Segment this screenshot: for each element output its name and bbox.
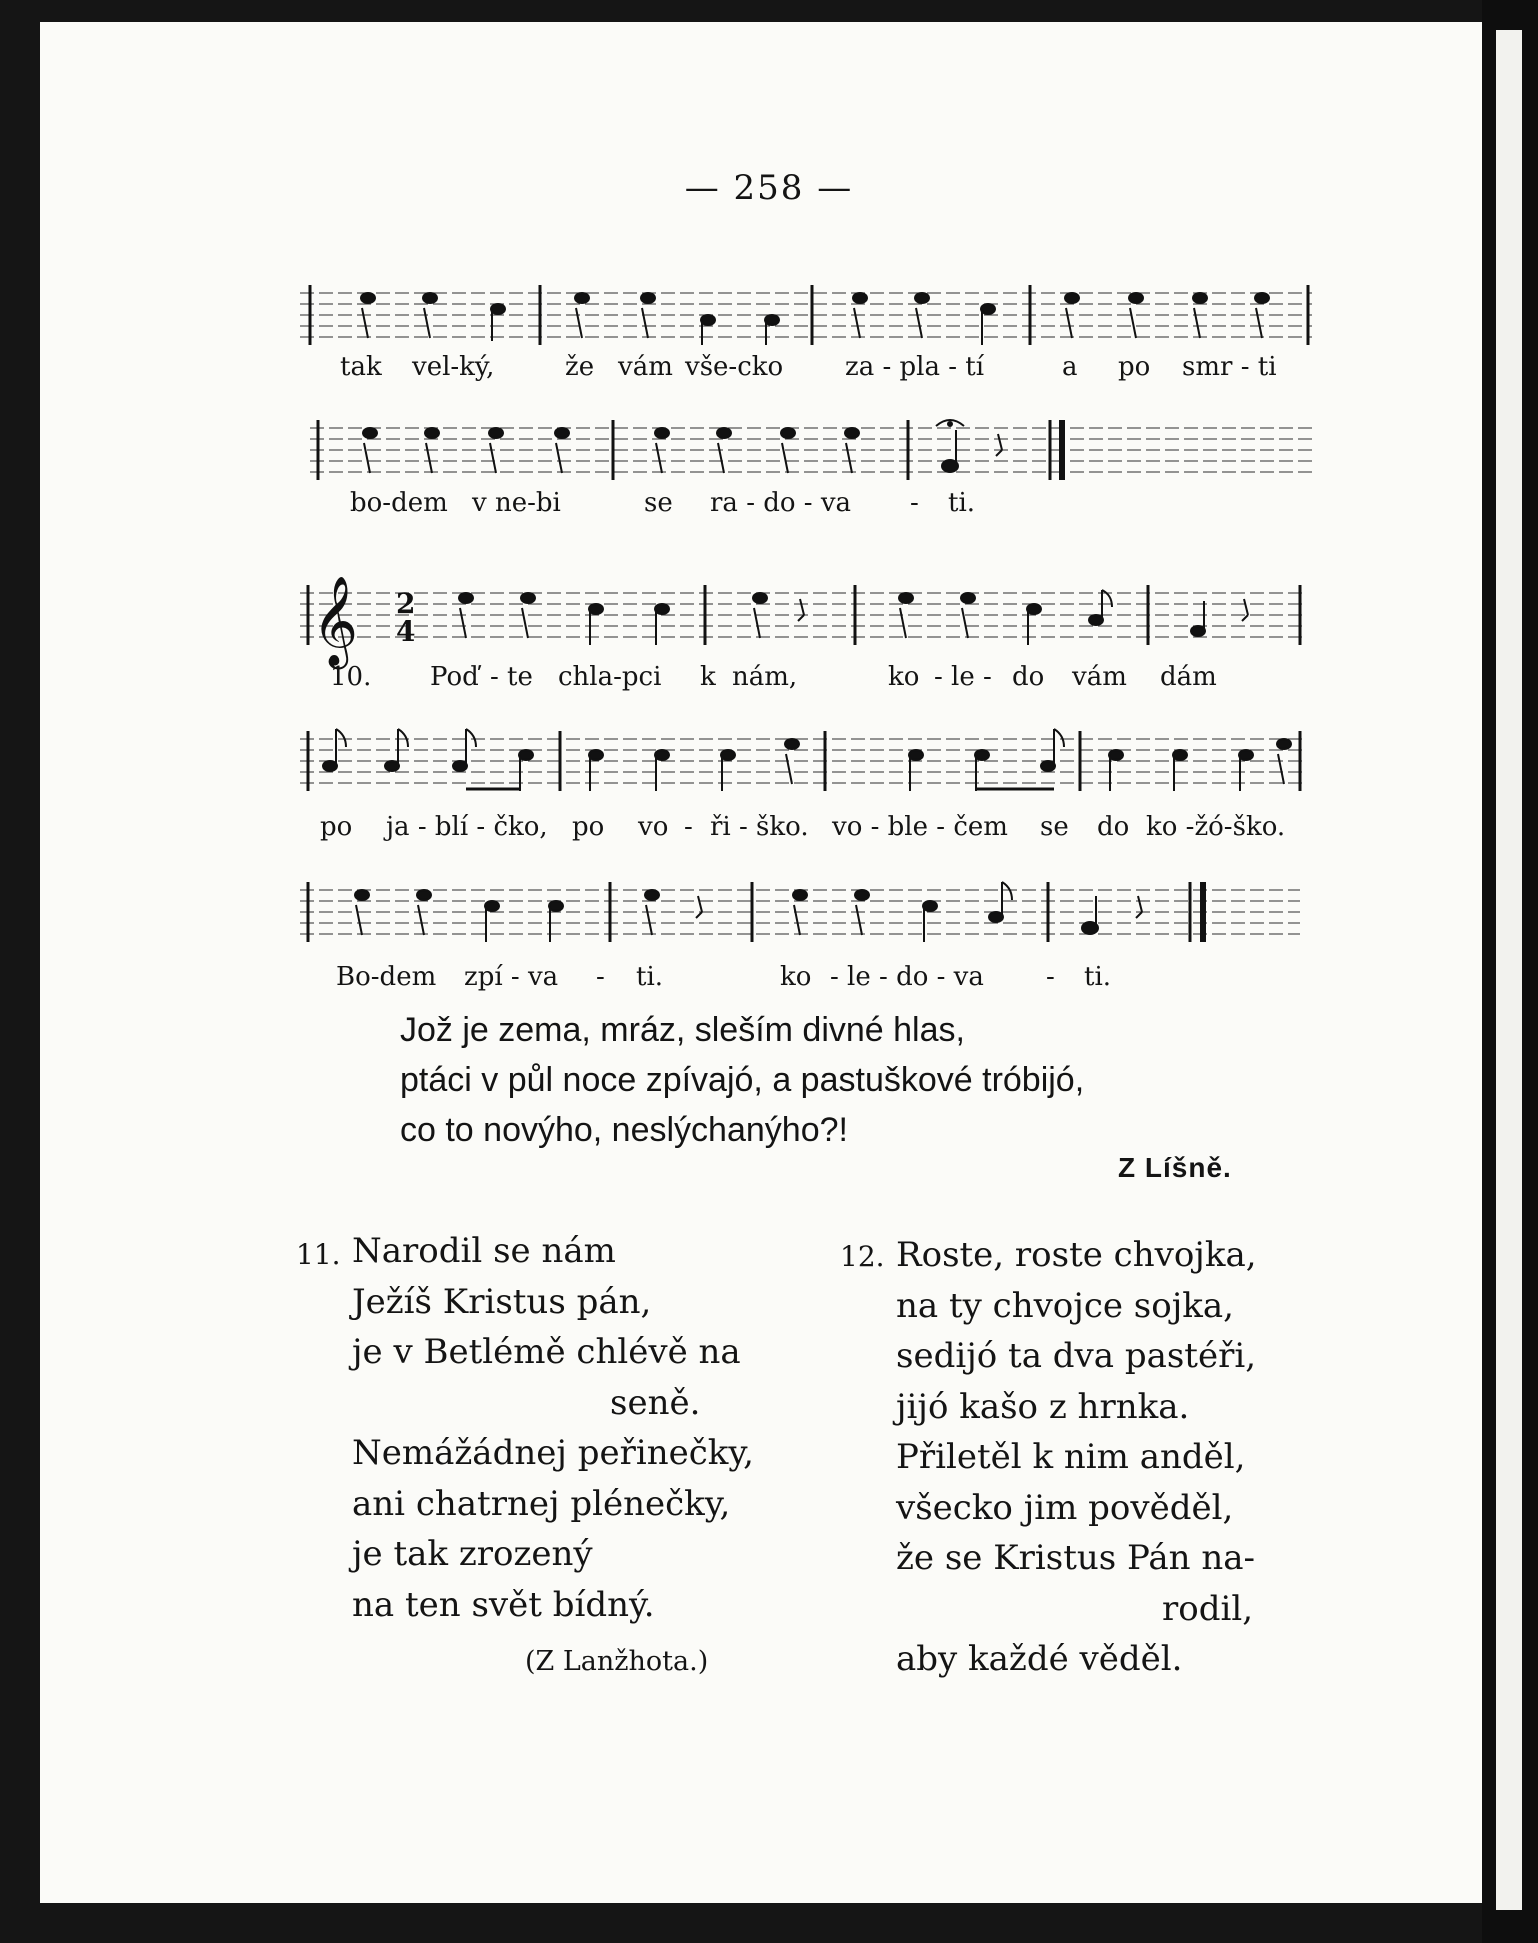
lyric: ti. — [1084, 962, 1112, 992]
lyric: - le - do - va — [830, 962, 984, 992]
lyrics-row-2 — [0, 488, 1538, 522]
lyric: - te — [490, 662, 533, 692]
poem-line: Nemážádnej peřinečky, — [352, 1433, 754, 1473]
poem-line: Přiletěl k nim anděl, — [896, 1437, 1246, 1477]
lyric: že — [565, 352, 595, 382]
verse-10-source: Z Líšně. — [1118, 1152, 1232, 1183]
music-staff-row-3 — [300, 565, 1310, 666]
time-signature-bottom: 4 — [396, 615, 416, 648]
lyric: po — [320, 812, 353, 842]
poem-line: na ty chvojce sojka, — [896, 1285, 1234, 1326]
lyric: v ne-bi — [472, 488, 561, 518]
lyric: dám — [1160, 662, 1217, 692]
lyric: Bo-dem — [336, 962, 437, 992]
lyrics-row-1 — [0, 352, 1538, 386]
poem-line: rodil, — [1162, 1588, 1254, 1629]
lyric: - le - — [934, 662, 992, 692]
lyrics-row-3 — [0, 662, 1538, 696]
verse-line: co to novýho, neslýchanýho?! — [400, 1111, 848, 1149]
poem-line: je v Betlémě chlévě na — [352, 1332, 741, 1372]
lyric: ko -žó-ško. — [1146, 812, 1286, 842]
lyric: smr - ti — [1182, 352, 1277, 382]
page-number: — 258 — — [684, 168, 854, 208]
lyric: se — [644, 488, 673, 518]
lyric: za - pla - tí — [845, 352, 985, 382]
verse-line: Jož je zema, mráz, sleším divné hlas, — [400, 1011, 965, 1049]
lyric: tak — [340, 352, 382, 382]
poem-line: že se Kristus Pán na- — [896, 1538, 1255, 1578]
lyric: vo — [638, 812, 669, 842]
lyric: - — [684, 812, 693, 842]
lyric: do — [1012, 662, 1045, 692]
treble-clef-icon: 𝄞 — [312, 576, 359, 666]
lyric: - — [1046, 962, 1055, 992]
lyric: vám — [1072, 662, 1127, 692]
time-signature-top: 2 — [396, 587, 416, 620]
lyric: ti. — [948, 488, 976, 518]
song-10-number: 10. — [330, 662, 372, 692]
lyric: - — [596, 962, 605, 992]
poem-line: je tak zrozený — [352, 1534, 593, 1574]
poem-line: Narodil se nám — [352, 1231, 616, 1271]
song-11-text — [352, 1226, 754, 1630]
lyric: bo-dem — [350, 488, 448, 518]
lyric: ti. — [636, 962, 664, 992]
lyrics-row-5 — [0, 962, 1538, 996]
lyric: zpí - va — [464, 962, 559, 992]
lyric: ři - ško. — [710, 812, 809, 842]
lyrics-row-4 — [0, 812, 1538, 846]
verse-line: ptáci v půl noce zpívajó, a pastuškové tróbijó, — [400, 1061, 1085, 1099]
music-staff-row-5 — [300, 868, 1310, 958]
music-staff-row-4 — [300, 715, 1310, 805]
lyric: vo - ble - čem — [832, 812, 1008, 842]
lyric: do — [1097, 812, 1130, 842]
lyric: Poď — [430, 662, 479, 692]
lyric: vám — [618, 352, 673, 382]
music-staff-row-2 — [310, 410, 1320, 490]
lyric: vel-ký, — [412, 352, 495, 382]
poem-line: na ten svět bídný. — [352, 1584, 655, 1625]
lyric: vše-cko — [685, 352, 784, 382]
poem-line: ani chatrnej plénečky, — [352, 1483, 731, 1524]
song-12-text — [896, 1230, 1257, 1685]
lyric: k — [700, 662, 716, 692]
poem-line: Roste, roste chvojka, — [896, 1235, 1257, 1275]
lyric: ko — [888, 662, 920, 692]
poem-line: aby každé věděl. — [896, 1639, 1183, 1679]
poem-line: Ježíš Kristus pán, — [352, 1281, 652, 1322]
lyric: nám, — [732, 662, 798, 692]
song-11-number: 11. — [296, 1238, 341, 1271]
lyric: chla-pci — [558, 662, 662, 692]
lyric: - — [910, 488, 919, 518]
lyric: se — [1040, 812, 1069, 842]
lyric: ja - blí - čko, — [386, 812, 548, 842]
song-12-number: 12. — [840, 1240, 885, 1273]
lyric: ra - do - va — [710, 488, 852, 518]
poem-line: sedijó ta dva pastéři, — [896, 1336, 1257, 1376]
poem-line: seně. — [610, 1382, 701, 1423]
song-11-source: (Z Lanžhota.) — [525, 1646, 709, 1677]
music-staff-row-1 — [300, 275, 1315, 355]
lyric: a — [1062, 352, 1078, 382]
verse-10-text — [400, 1005, 1084, 1155]
lyric: ko — [780, 962, 812, 992]
poem-line: všecko jim pověděl, — [896, 1487, 1234, 1528]
lyric: po — [572, 812, 605, 842]
poem-line: jijó kašo z hrnka. — [896, 1386, 1190, 1427]
lyric: po — [1118, 352, 1151, 382]
notes-row-4 — [323, 729, 1291, 791]
